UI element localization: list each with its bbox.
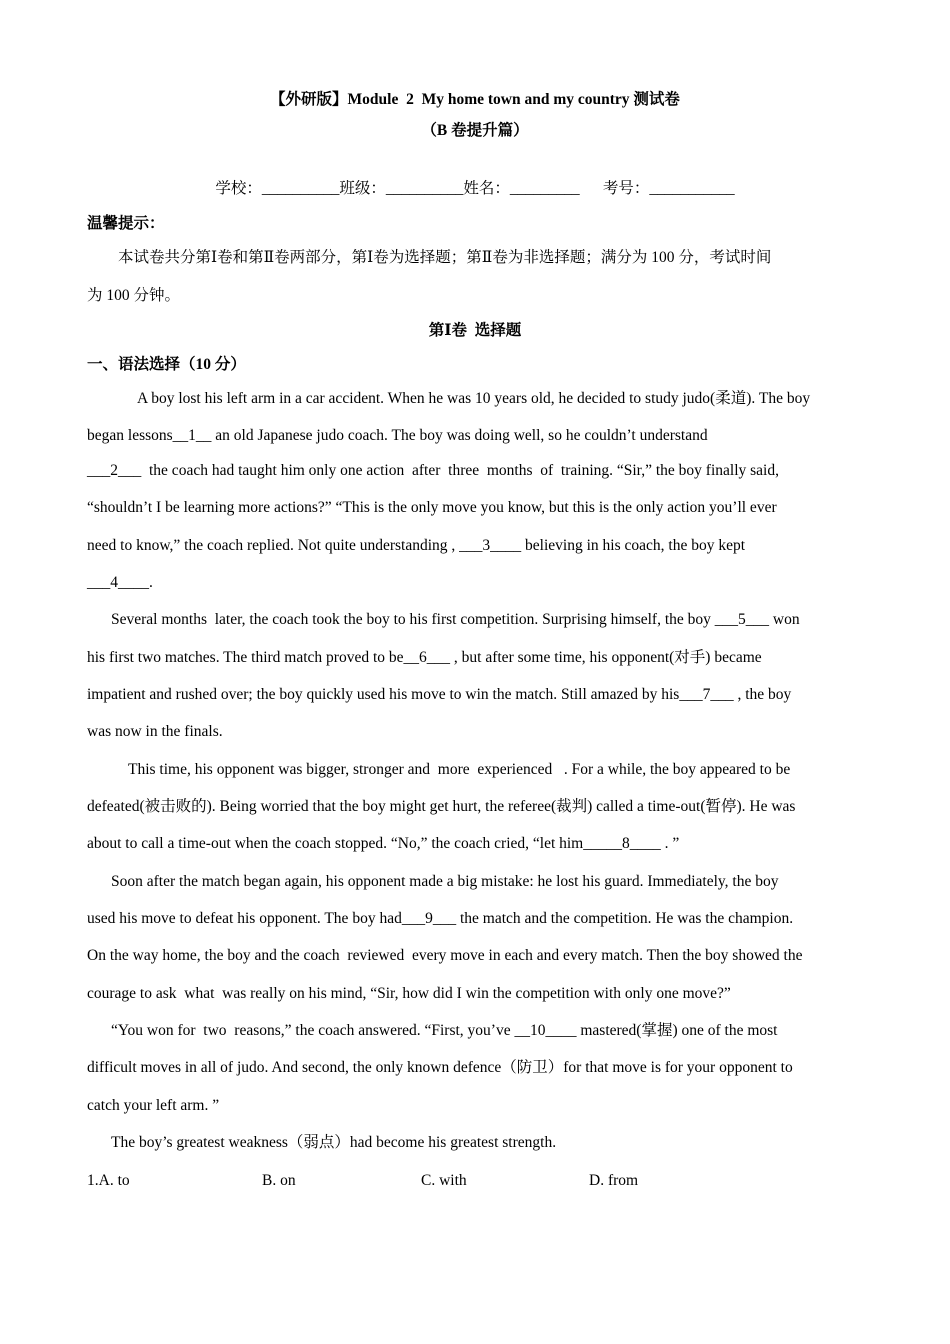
exam-title: 【外研版】Module 2 My home town and my country 测试卷	[270, 91, 680, 108]
passage-line: catch your left arm. ”	[87, 1097, 220, 1114]
passage-line: courage to ask what was really on his mind, “Sir, how did I win the competition with only one move?”	[87, 985, 731, 1002]
part-title: 一、语法选择（10 分）	[87, 356, 246, 373]
exam-subtitle: （B 卷提升篇）	[421, 122, 529, 139]
passage-line: The boy’s greatest weakness（弱点）had become his greatest strength.	[111, 1134, 557, 1151]
passage-line: began lessons__1__ an old Japanese judo coach. The boy was doing well, so he couldn’t understand	[87, 427, 708, 444]
passage-line: Soon after the match began again, his opponent made a big mistake: he lost his guard. Immediately, the boy	[111, 873, 779, 890]
question-1-option-a: 1.A. to	[87, 1172, 130, 1189]
passage-line: impatient and rushed over; the boy quickly used his move to win the match. Still amazed by his___7___ , the boy	[87, 686, 792, 703]
passage-line: ___4____.	[87, 574, 153, 591]
notice-text-line-1: 本试卷共分第Ⅰ卷和第Ⅱ卷两部分，第Ⅰ卷为选择题；第Ⅱ卷为非选择题；满分为 100 分，考试时间	[118, 249, 772, 266]
passage-line: On the way home, the boy and the coach reviewed every move in each and every match. Then the boy showed the	[87, 947, 803, 964]
passage-line: Several months later, the coach took the boy to his first competition. Surprising himself, the boy ___5___ won	[111, 611, 800, 628]
passage-line: need to know,” the coach replied. Not quite understanding , ___3____ believing in his coach, the boy kept	[87, 537, 746, 554]
notice-label: 温馨提示：	[87, 215, 165, 232]
passage-line: difficult moves in all of judo. And second, the only known defence（防卫）for that move is for your opponent to	[87, 1059, 793, 1076]
passage-line: was now in the finals.	[87, 723, 223, 740]
section-heading: 第Ⅰ卷 选择题	[428, 322, 522, 339]
passage-line: defeated(被击败的). Being worried that the boy might get hurt, the referee(裁判) called a time-out(暂停). He was	[87, 798, 796, 815]
passage-line: about to call a time-out when the coach stopped. “No,” the coach cried, “let him_____8____ . ”	[87, 835, 680, 852]
question-1-option-d: D. from	[589, 1172, 639, 1189]
question-1-option-b: B. on	[262, 1172, 296, 1189]
passage-line: A boy lost his left arm in a car accident. When he was 10 years old, he decided to study judo(柔道). The boy	[137, 390, 811, 407]
question-1-option-c: C. with	[421, 1172, 467, 1189]
passage-line: used his move to defeat his opponent. The boy had___9___ the match and the competition. He was the champion.	[87, 910, 794, 927]
passage-line: ___2___ the coach had taught him only one action after three months of training. “Sir,” the boy finally said,	[87, 462, 779, 479]
student-info-line: 学校：__________班级：__________姓名：_________ 考号：___________	[215, 180, 735, 197]
notice-text-line-2: 为 100 分钟。	[87, 287, 181, 304]
passage-line: “shouldn’t I be learning more actions?” “This is the only move you know, but this is the only action you’ll ever	[87, 499, 777, 516]
passage-line: “You won for two reasons,” the coach answered. “First, you’ve __10____ mastered(掌握) one of the most	[111, 1022, 778, 1039]
passage-line: This time, his opponent was bigger, stronger and more experienced . For a while, the boy appeared to be	[128, 761, 791, 778]
passage-line: his first two matches. The third match proved to be__6___ , but after some time, his opponent(对手) became	[87, 649, 762, 666]
